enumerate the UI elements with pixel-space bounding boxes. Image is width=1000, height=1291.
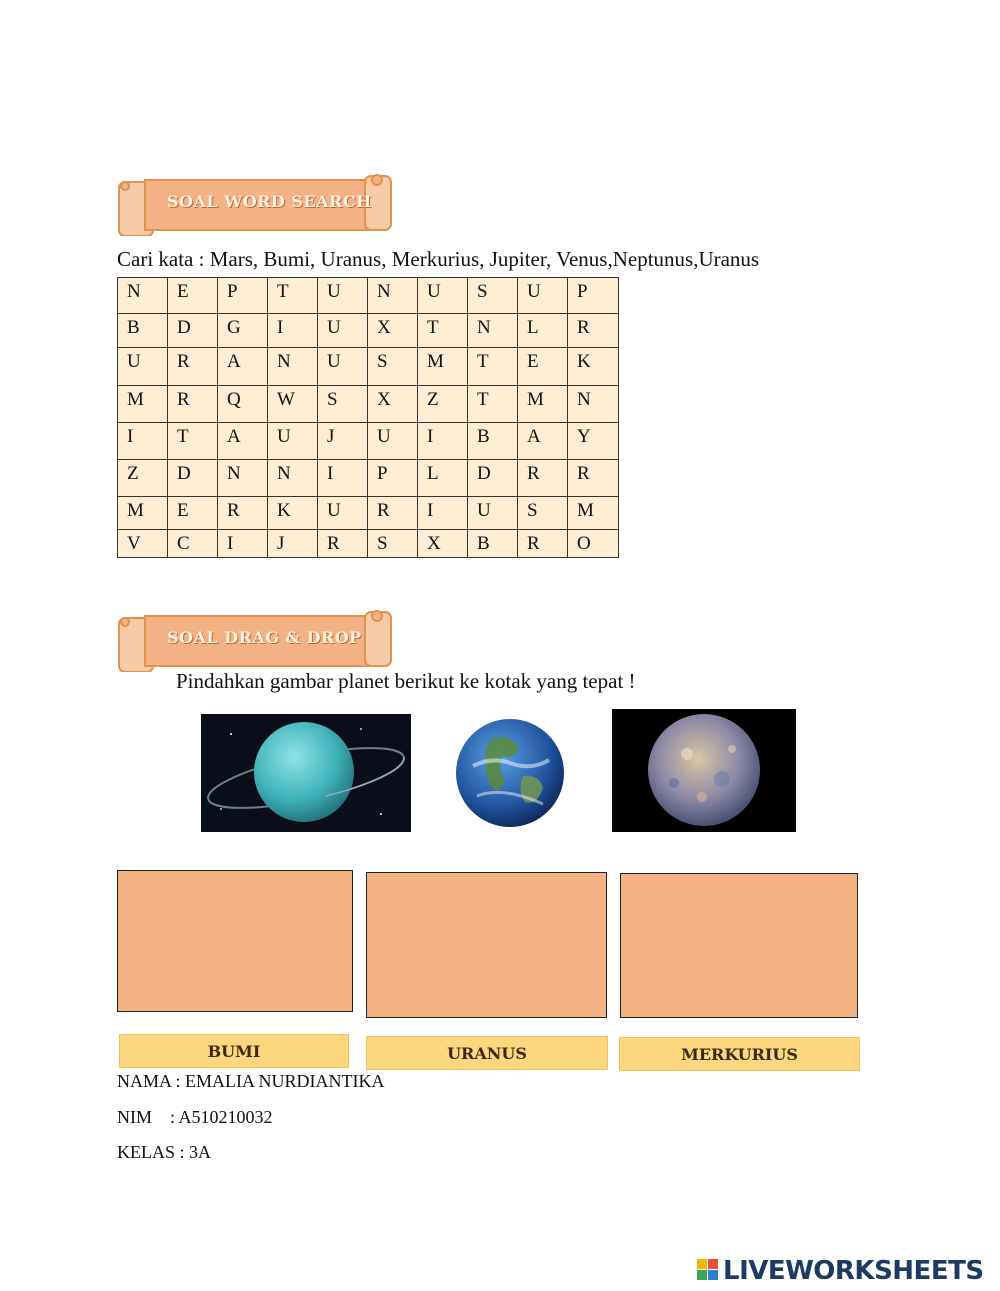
grid-cell[interactable]: T: [418, 314, 468, 348]
grid-row: [118, 423, 619, 460]
dropzone-merkurius[interactable]: [620, 873, 858, 1018]
grid-cell[interactable]: T: [468, 386, 518, 423]
grid-cell[interactable]: U: [518, 278, 568, 314]
grid-cell[interactable]: N: [268, 348, 318, 386]
word-search-banner: [115, 172, 395, 236]
grid-cell[interactable]: T: [168, 423, 218, 460]
label-bumi: BUMI: [119, 1034, 349, 1068]
liveworksheets-logo: [697, 1255, 984, 1287]
grid-cell[interactable]: U: [318, 497, 368, 530]
logo-mark-icon: [697, 1259, 719, 1283]
grid-cell[interactable]: N: [218, 460, 268, 497]
grid-cell[interactable]: U: [468, 497, 518, 530]
grid-cell[interactable]: P: [568, 278, 619, 314]
grid-cell[interactable]: P: [368, 460, 418, 497]
grid-row: [118, 278, 619, 314]
label-merkurius: MERKURIUS: [619, 1037, 860, 1071]
grid-cell[interactable]: X: [418, 530, 468, 558]
grid-cell[interactable]: I: [418, 497, 468, 530]
grid-cell[interactable]: U: [318, 278, 368, 314]
grid-cell[interactable]: E: [168, 278, 218, 314]
grid-cell[interactable]: L: [518, 314, 568, 348]
grid-cell[interactable]: S: [368, 348, 418, 386]
grid-cell[interactable]: N: [468, 314, 518, 348]
grid-cell[interactable]: U: [418, 278, 468, 314]
grid-cell[interactable]: E: [518, 348, 568, 386]
grid-row: [118, 348, 619, 386]
grid-cell[interactable]: I: [118, 423, 168, 460]
grid-cell[interactable]: I: [318, 460, 368, 497]
student-nim: NIM : A510210032: [117, 1107, 273, 1127]
grid-cell[interactable]: M: [118, 386, 168, 423]
grid-cell[interactable]: I: [418, 423, 468, 460]
student-kelas: KELAS : 3A: [117, 1142, 211, 1162]
grid-cell[interactable]: X: [368, 314, 418, 348]
grid-cell[interactable]: K: [568, 348, 619, 386]
grid-cell[interactable]: E: [168, 497, 218, 530]
grid-cell[interactable]: N: [118, 278, 168, 314]
grid-cell[interactable]: V: [118, 530, 168, 558]
grid-cell[interactable]: R: [168, 386, 218, 423]
grid-row: [118, 497, 619, 530]
logo-text: LIVEWORKSHEETS: [723, 1256, 984, 1286]
grid-cell[interactable]: A: [218, 423, 268, 460]
grid-cell[interactable]: Z: [118, 460, 168, 497]
word-search-title: SOAL WORD SEARCH: [167, 192, 372, 211]
word-search-instruction: Cari kata : Mars, Bumi, Uranus, Merkurius, Jupiter, Venus,Neptunus,Uranus: [117, 247, 760, 271]
mercury-image[interactable]: [612, 709, 796, 832]
grid-cell[interactable]: B: [468, 530, 518, 558]
drag-drop-banner: [115, 608, 395, 672]
label-uranus: URANUS: [366, 1036, 608, 1070]
uranus-image[interactable]: [201, 714, 411, 832]
grid-cell[interactable]: M: [118, 497, 168, 530]
word-search-grid: [117, 277, 619, 558]
grid-cell[interactable]: P: [218, 278, 268, 314]
grid-cell[interactable]: S: [318, 386, 368, 423]
grid-cell[interactable]: R: [568, 460, 619, 497]
grid-cell[interactable]: M: [418, 348, 468, 386]
grid-cell[interactable]: M: [568, 497, 619, 530]
grid-cell[interactable]: D: [168, 314, 218, 348]
grid-cell[interactable]: R: [368, 497, 418, 530]
earth-image[interactable]: [453, 716, 567, 830]
dropzone-uranus[interactable]: [366, 872, 607, 1018]
grid-cell[interactable]: R: [168, 348, 218, 386]
grid-cell[interactable]: L: [418, 460, 468, 497]
grid-cell[interactable]: R: [568, 314, 619, 348]
grid-cell[interactable]: R: [518, 460, 568, 497]
student-name: NAMA : EMALIA NURDIANTIKA: [117, 1071, 385, 1091]
grid-cell[interactable]: U: [268, 423, 318, 460]
grid-cell[interactable]: U: [368, 423, 418, 460]
grid-cell[interactable]: W: [268, 386, 318, 423]
grid-cell[interactable]: U: [318, 314, 368, 348]
grid-cell[interactable]: A: [218, 348, 268, 386]
grid-cell[interactable]: B: [118, 314, 168, 348]
grid-cell[interactable]: A: [518, 423, 568, 460]
grid-cell[interactable]: Y: [568, 423, 619, 460]
grid-cell[interactable]: S: [468, 278, 518, 314]
grid-cell[interactable]: S: [368, 530, 418, 558]
grid-cell[interactable]: N: [368, 278, 418, 314]
grid-row: [118, 460, 619, 497]
grid-cell[interactable]: B: [468, 423, 518, 460]
grid-cell[interactable]: S: [518, 497, 568, 530]
grid-cell[interactable]: N: [568, 386, 619, 423]
drag-drop-title: SOAL DRAG & DROP: [167, 628, 362, 647]
grid-cell[interactable]: R: [318, 530, 368, 558]
grid-cell[interactable]: Z: [418, 386, 468, 423]
grid-cell[interactable]: M: [518, 386, 568, 423]
grid-cell[interactable]: G: [218, 314, 268, 348]
grid-row: [118, 386, 619, 423]
grid-cell[interactable]: R: [518, 530, 568, 558]
grid-row: [118, 530, 619, 558]
grid-cell[interactable]: T: [268, 278, 318, 314]
grid-cell[interactable]: C: [168, 530, 218, 558]
grid-cell[interactable]: O: [568, 530, 619, 558]
grid-cell[interactable]: X: [368, 386, 418, 423]
drag-drop-instruction: Pindahkan gambar planet berikut ke kotak yang tepat !: [176, 669, 636, 693]
dropzone-bumi[interactable]: [117, 870, 353, 1012]
grid-cell[interactable]: J: [268, 530, 318, 558]
grid-cell[interactable]: D: [168, 460, 218, 497]
grid-cell[interactable]: D: [468, 460, 518, 497]
grid-cell[interactable]: Q: [218, 386, 268, 423]
grid-cell[interactable]: U: [118, 348, 168, 386]
grid-row: [118, 314, 619, 348]
grid-cell[interactable]: J: [318, 423, 368, 460]
grid-cell[interactable]: R: [218, 497, 268, 530]
grid-cell[interactable]: N: [268, 460, 318, 497]
grid-cell[interactable]: I: [268, 314, 318, 348]
grid-cell[interactable]: K: [268, 497, 318, 530]
grid-cell[interactable]: T: [468, 348, 518, 386]
grid-cell[interactable]: U: [318, 348, 368, 386]
grid-cell[interactable]: I: [218, 530, 268, 558]
